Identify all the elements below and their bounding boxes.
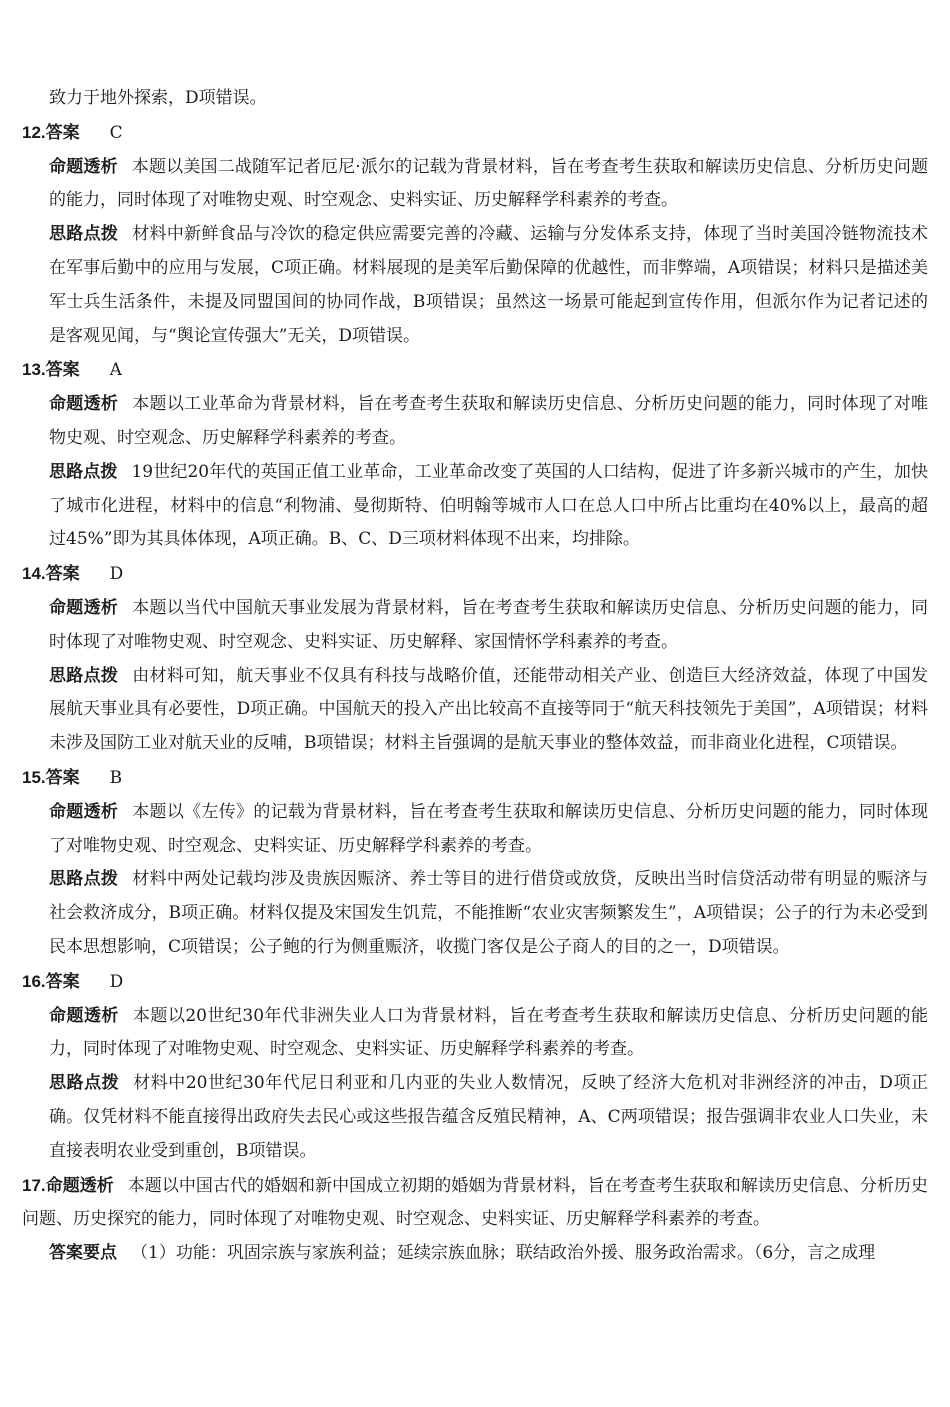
question-number: 17. (22, 1175, 46, 1195)
mingti-label: 命题透析 (45, 1175, 114, 1196)
answer-value: D (109, 564, 124, 585)
yaodian-label: 答案要点 (49, 1243, 117, 1264)
question-number: 14. (22, 564, 46, 584)
question-number: 16. (22, 971, 46, 991)
mingti-label: 命题透析 (49, 597, 119, 618)
silu-label: 思路点拨 (49, 461, 118, 482)
question-number: 12. (22, 122, 46, 142)
yaodian-text: （1）功能：巩固宗族与家族利益；延续宗族血脉；联结政治外援、服务政治需求。（6分，言之成理 (131, 1243, 876, 1264)
answer-value: D (109, 971, 124, 992)
answer-label: 答案 (45, 767, 80, 788)
question-15 (22, 761, 928, 965)
question-12 (22, 116, 928, 354)
mingti-label: 命题透析 (49, 394, 119, 415)
answer-value: A (109, 360, 122, 381)
mingti-label: 命题透析 (49, 1005, 119, 1026)
mingti-label: 命题透析 (49, 156, 118, 177)
question-number: 13. (22, 360, 46, 380)
question-16 (22, 965, 928, 1169)
answer-label: 答案 (45, 122, 80, 143)
mingti-text: 本题以当代中国航天事业发展为背景材料，旨在考查考生获取和解读历史信息、分析历史问题的能力，同时体现了对唯物史观、时空观念、史料实证、历史解释、家国情怀学科素养的考查。 (49, 597, 929, 652)
silu-text: 19世纪20年代的英国正值工业革命，工业革命改变了英国的人口结构，促进了许多新兴城市的产生，加快了城市化进程，材料中的信息“利物浦、曼彻斯特、伯明翰等城市人口在总人口中所占比重均在40%以上，最高的超过45%”即为其具体体现，A项正确。B、C、D三项材料体现不出来，均排除。 (49, 461, 928, 550)
answer-label: 答案 (45, 360, 80, 381)
silu-label: 思路点拨 (49, 665, 119, 686)
mingti-label: 命题透析 (49, 801, 119, 822)
silu-text: 材料中新鲜食品与冷饮的稳定供应需要完善的冷藏、运输与分发体系支持，体现了当时美国冷链物流技术在军事后勤中的应用与发展，C项正确。材料展现的是美军后勤保障的优越性，而非弊端，A项错误；材料只是描述美军士兵生活条件，未提及同盟国间的协同作战，B项错误；虽然这一场景可能起到宣传作用，但派尔作为记者记述的是客观见闻，与“舆论宣传强大”无关，D项错误。 (49, 224, 929, 346)
silu-text: 材料中两处记载均涉及贵族因赈济、养士等目的进行借贷或放贷，反映出当时信贷活动带有明显的赈济与社会救济成分，B项正确。材料仅提及宋国发生饥荒，不能推断“农业灾害频繁发生”，A项错误；公子的行为未必受到民本思想影响，C项错误；公子鲍的行为侧重赈济，收揽门客仅是公子商人的目的之一，D项错误。 (49, 869, 929, 957)
answer-value: C (109, 122, 123, 143)
question-number: 15. (22, 767, 46, 787)
intro-text: 致力于地外探索，D项错误。 (49, 88, 267, 108)
mingti-text: 本题以中国古代的婚姻和新中国成立初期的婚姻为背景材料，旨在考查考生获取和解读历史信息、分析历史问题、历史探究的能力，同时体现了对唯物史观、时空观念、史料实证、历史解释学科素养的考查。 (22, 1175, 929, 1230)
question-17 (22, 1169, 928, 1271)
mingti-text: 本题以工业革命为背景材料，旨在考查考生获取和解读历史信息、分析历史问题的能力，同时体现了对唯物史观、时空观念、历史解释学科素养的考查。 (49, 394, 929, 448)
silu-label: 思路点拨 (49, 224, 119, 245)
mingti-text: 本题以20世纪30年代非洲失业人口为背景材料，旨在考查考生获取和解读历史信息、分析历史问题的能力，同时体现了对唯物史观、时空观念、史料实证、历史解释学科素养的考查。 (49, 1005, 929, 1060)
question-14 (22, 557, 928, 761)
answer-label: 答案 (45, 971, 80, 992)
silu-text: 由材料可知，航天事业不仅具有科技与战略价值，还能带动相关产业、创造巨大经济效益，体现了中国发展航天事业具有必要性，D项正确。中国航天的投入产出比较高不直接等同于“航天科技领先于美国”，A项错误；材料未涉及国防工业对航天业的反哺，B项错误；材料主旨强调的是航天事业的整体效益，而非商业化进程，C项错误。 (49, 665, 929, 754)
question-13 (22, 353, 928, 557)
silu-label: 思路点拨 (49, 1073, 120, 1094)
silu-text: 材料中20世纪30年代尼日利亚和几内亚的失业人数情况，反映了经济大危机对非洲经济的冲击，D项正确。仅凭材料不能直接得出政府失去民心或这些报告蕴含反殖民精神，A、C两项错误；报告强调非农业人口失业，未直接表明农业受到重创，B项错误。 (49, 1073, 928, 1161)
mingti-text: 本题以美国二战随军记者厄尼·派尔的记载为背景材料，旨在考查考生获取和解读历史信息、分析历史问题的能力，同时体现了对唯物史观、时空观念、史料实证、历史解释学科素养的考查。 (49, 156, 929, 211)
silu-label: 思路点拨 (49, 869, 119, 890)
answer-label: 答案 (45, 564, 80, 585)
answer-value: B (109, 767, 123, 788)
mingti-text: 本题以《左传》的记载为背景材料，旨在考查考生获取和解读历史信息、分析历史问题的能力，同时体现了对唯物史观、时空观念、史料实证、历史解释学科素养的考查。 (49, 801, 929, 856)
